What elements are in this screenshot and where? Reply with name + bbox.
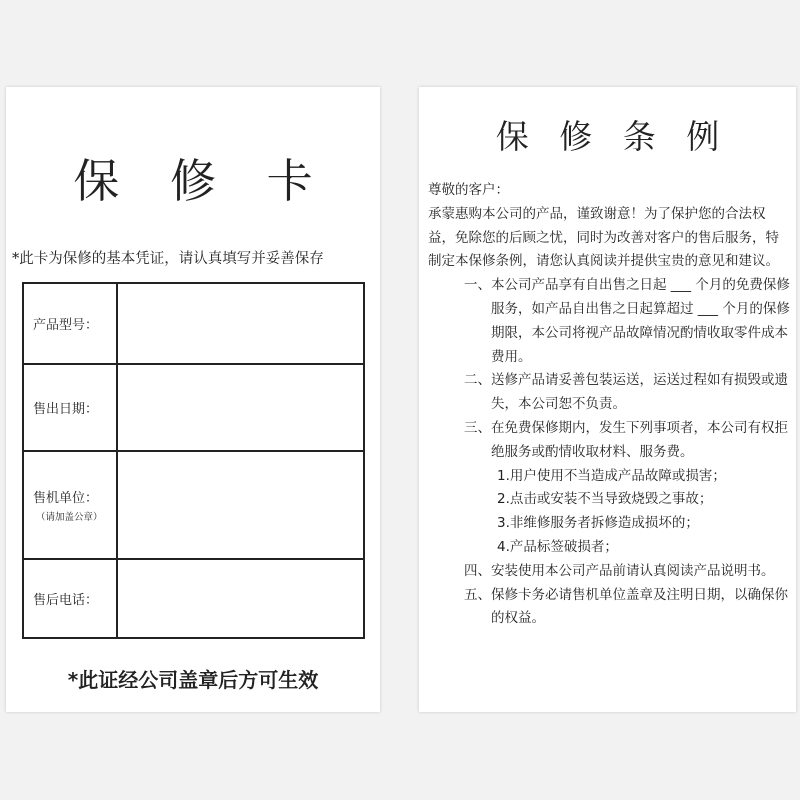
clause xyxy=(428,417,790,465)
clause-number: 一、 xyxy=(464,277,491,294)
exclusion-item: 1.用户使用不当造成产品故障或损害； xyxy=(497,467,726,484)
warranty-card-title: 保 修 卡 xyxy=(73,154,331,208)
warranty-form-table xyxy=(22,282,365,639)
product-model-field[interactable] xyxy=(120,284,363,363)
clause xyxy=(428,369,790,417)
clause-text: 本公司产品享有自出售之日起 ___ 个月的免费保修服务，如产品自出售之日起算超过 ___ 个月的保修期限，本公司将视产品故障情况酌情收取零件成本费用。 xyxy=(491,277,790,365)
clause-number: 四、 xyxy=(464,562,491,579)
clause xyxy=(428,584,790,632)
form-label-text: 售后电话： xyxy=(33,593,99,608)
seller-field[interactable] xyxy=(120,452,363,558)
form-label xyxy=(24,560,118,637)
form-label xyxy=(24,365,118,450)
exclusion-item: 3.非维修服务者拆修造成损坏的； xyxy=(497,515,699,532)
form-row-sale-date xyxy=(24,365,363,452)
clause-text: 在免费保修期内，发生下列事项者，本公司有权拒绝服务或酌情收取材料、服务费。 xyxy=(491,419,788,460)
form-row-service-phone xyxy=(24,560,363,637)
clause-text: 送修产品请妥善包装运送，运送过程如有损毁或遗失，本公司恕不负责。 xyxy=(491,372,788,413)
form-label-text: 售机单位： xyxy=(33,491,99,506)
clause xyxy=(428,560,790,584)
form-label xyxy=(24,452,118,558)
clause xyxy=(428,274,790,369)
form-row-product-model xyxy=(24,284,363,365)
clause-text: 保修卡务必请售机单位盖章及注明日期，以确保你的权益。 xyxy=(491,586,788,627)
warranty-card-note: *此卡为保修的基本凭证，请认真填写并妥善保存 xyxy=(12,251,324,267)
intro-paragraph: 承蒙惠购本公司的产品，谨致谢意！为了保护您的合法权益，免除您的后顾之忧，同时为改善对客户的售后服务，特制定本保修条例，请您认真阅读并提供宝贵的意见和建议。 xyxy=(428,205,779,270)
form-row-seller xyxy=(24,452,363,560)
form-label-subtext: （请加盖公章） xyxy=(36,512,103,523)
greeting: 尊敬的客户： xyxy=(428,182,509,198)
form-label xyxy=(24,284,118,363)
warranty-terms-title: 保 修 条 例 xyxy=(495,117,730,156)
service-phone-field[interactable] xyxy=(120,560,363,637)
sale-date-field[interactable] xyxy=(120,365,363,450)
form-label-text: 售出日期： xyxy=(33,402,99,417)
warranty-card xyxy=(6,87,380,712)
warranty-terms-body xyxy=(428,179,790,631)
warranty-terms-card xyxy=(419,87,796,712)
form-label-text: 产品型号： xyxy=(33,318,99,333)
clause-text: 安装使用本公司产品前请认真阅读产品说明书。 xyxy=(491,562,775,579)
exclusion-item: 2.点击或安装不当导致烧毁之事故； xyxy=(497,491,713,508)
clause-number: 三、 xyxy=(464,419,491,436)
exclusion-item: 4.产品标签破损者； xyxy=(497,538,618,555)
clause-number: 二、 xyxy=(464,372,491,389)
warranty-card-footer: *此证经公司盖章后方可生效 xyxy=(67,668,319,692)
clause-number: 五、 xyxy=(464,586,491,603)
